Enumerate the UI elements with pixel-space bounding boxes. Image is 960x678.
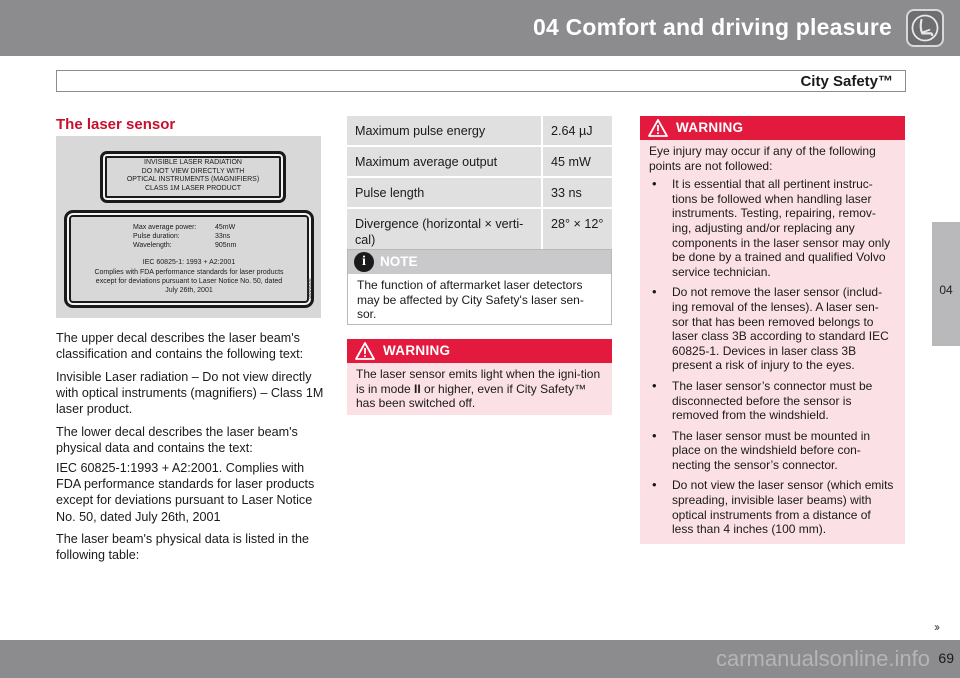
chapter-title: 04 Comfort and driving pleasure <box>533 14 892 40</box>
table-cell-label: Divergence (horizontal × verti-cal) <box>347 209 543 249</box>
warning-header <box>347 339 612 363</box>
note-title: NOTE <box>380 254 418 269</box>
table-cell-label: Pulse length <box>347 178 543 207</box>
decal-spec-label: Wavelength: <box>133 242 172 249</box>
upper-decal-line: OPTICAL INSTRUMENTS (MAGNIFIERS) <box>126 176 260 184</box>
upper-decal-line: DO NOT VIEW DIRECTLY WITH <box>141 167 245 175</box>
upper-decal-line: CLASS 1M LASER PRODUCT <box>144 184 242 192</box>
lower-decal <box>64 210 314 308</box>
next-page-indicator: ›› <box>934 620 938 634</box>
table-row <box>347 116 612 147</box>
warning-header <box>640 116 905 140</box>
warning-triangle-icon <box>648 119 668 137</box>
section-bar <box>56 70 906 92</box>
warning-list <box>640 173 905 537</box>
decal-spec-label: Max average power: <box>133 224 197 231</box>
table-row <box>347 178 612 209</box>
upper-decal <box>100 151 286 203</box>
laser-data-table <box>347 116 612 251</box>
decal-spec-value: 33ns <box>215 233 231 240</box>
note-text: The function of aftermarket laser detectors may be affected by City Safety's laser sen-sor. <box>357 278 584 322</box>
figure-code: G000000 <box>307 278 313 299</box>
table-row <box>347 209 612 251</box>
warning-title: WARNING <box>383 343 451 358</box>
car-seat-icon <box>906 9 944 47</box>
warning-text-part: or higher, even if City Safety™ has been switched off. <box>356 381 587 411</box>
list-item: • The laser sensor must be mounted in place on the windshield before con-necting the sensor’s connector. <box>650 429 895 473</box>
table-cell-label: Maximum average output <box>347 147 543 176</box>
body-paragraph: IEC 60825-1:1993 + A2:2001. Complies with FDA performance standards for laser products except for deviations pursuant to Laser Notice No. 50, dated July 26th, 2001 <box>56 461 315 524</box>
ignition-mode: II <box>414 381 421 396</box>
body-paragraph: The lower decal describes the laser beam's physical data and contains the text: <box>56 425 298 456</box>
body-paragraph: The upper decal describes the laser beam's classification and contains the following text: <box>56 331 304 362</box>
table-row <box>347 147 612 178</box>
warning-title: WARNING <box>676 120 744 135</box>
decal-compliance-line: July 26th, 2001 <box>165 287 213 294</box>
warning-triangle-icon <box>355 342 375 360</box>
table-cell-value: 2.64 µJ <box>551 124 593 138</box>
list-item: • It is essential that all pertinent instruc-tions be followed when handling laser instruments. Testing, repairing, remov-ing, adjusting and/or replacing any components in the laser sensor may only be done by a trained and qualified Volvo service technician. <box>650 177 895 279</box>
warning-box-eye-injury <box>640 116 905 544</box>
decal-spec-label: Pulse duration: <box>133 233 180 240</box>
decal-spec-value: 45mW <box>215 224 236 231</box>
watermark: carmanualsonline.info <box>715 646 930 671</box>
table-cell-value: 28° × 12° <box>551 217 604 231</box>
table-cell-label: Maximum pulse energy <box>347 116 543 145</box>
info-icon: i <box>354 252 374 272</box>
warning-box-ignition <box>347 339 612 415</box>
decal-compliance-line: Complies with FDA performance standards for laser products <box>94 269 284 276</box>
list-item: • Do not view the laser sensor (which emits spreading, invisible laser beams) with optical instruments from a distance of less than 4 inches (100 mm). <box>650 478 895 536</box>
table-cell-value: 33 ns <box>551 186 582 200</box>
warning-intro: Eye injury may occur if any of the following points are not followed: <box>649 144 876 173</box>
body-paragraph: The laser beam's physical data is listed in the following table: <box>56 532 310 563</box>
decal-compliance-line: except for deviations pursuant to Laser Notice No. 50, dated <box>95 278 283 285</box>
table-cell-value: 45 mW <box>551 155 591 169</box>
page-number: 69 <box>938 650 954 666</box>
note-header <box>348 250 611 274</box>
laser-sensor-heading: The laser sensor <box>56 116 176 133</box>
warning-text-part: The laser sensor emits light when the igni-tion is in mode <box>356 367 601 396</box>
upper-decal-line: INVISIBLE LASER RADIATION <box>144 159 242 166</box>
decal-standard: IEC 60825-1: 1993 + A2:2001 <box>142 259 236 266</box>
decal-spec-value: 905nm <box>215 242 237 249</box>
note-box <box>347 249 612 325</box>
section-title: City Safety™ <box>800 73 893 90</box>
chapter-side-tab-label: 04 <box>939 283 953 297</box>
warning-text <box>347 363 612 411</box>
body-paragraph: Invisible Laser radiation – Do not view directly with optical instruments (magnifiers) – Class 1M laser product. <box>56 370 324 417</box>
list-item: • Do not remove the laser sensor (includ-ing removal of the lenses). A laser sen-sor that has been removed belongs to laser class 3B according to standard IEC 60825-1. Devices in laser class 3B present a risk of injury to the eyes. <box>650 285 895 373</box>
list-item: • The laser sensor’s connector must be disconnected before the sensor is removed from the windshield. <box>650 379 895 423</box>
